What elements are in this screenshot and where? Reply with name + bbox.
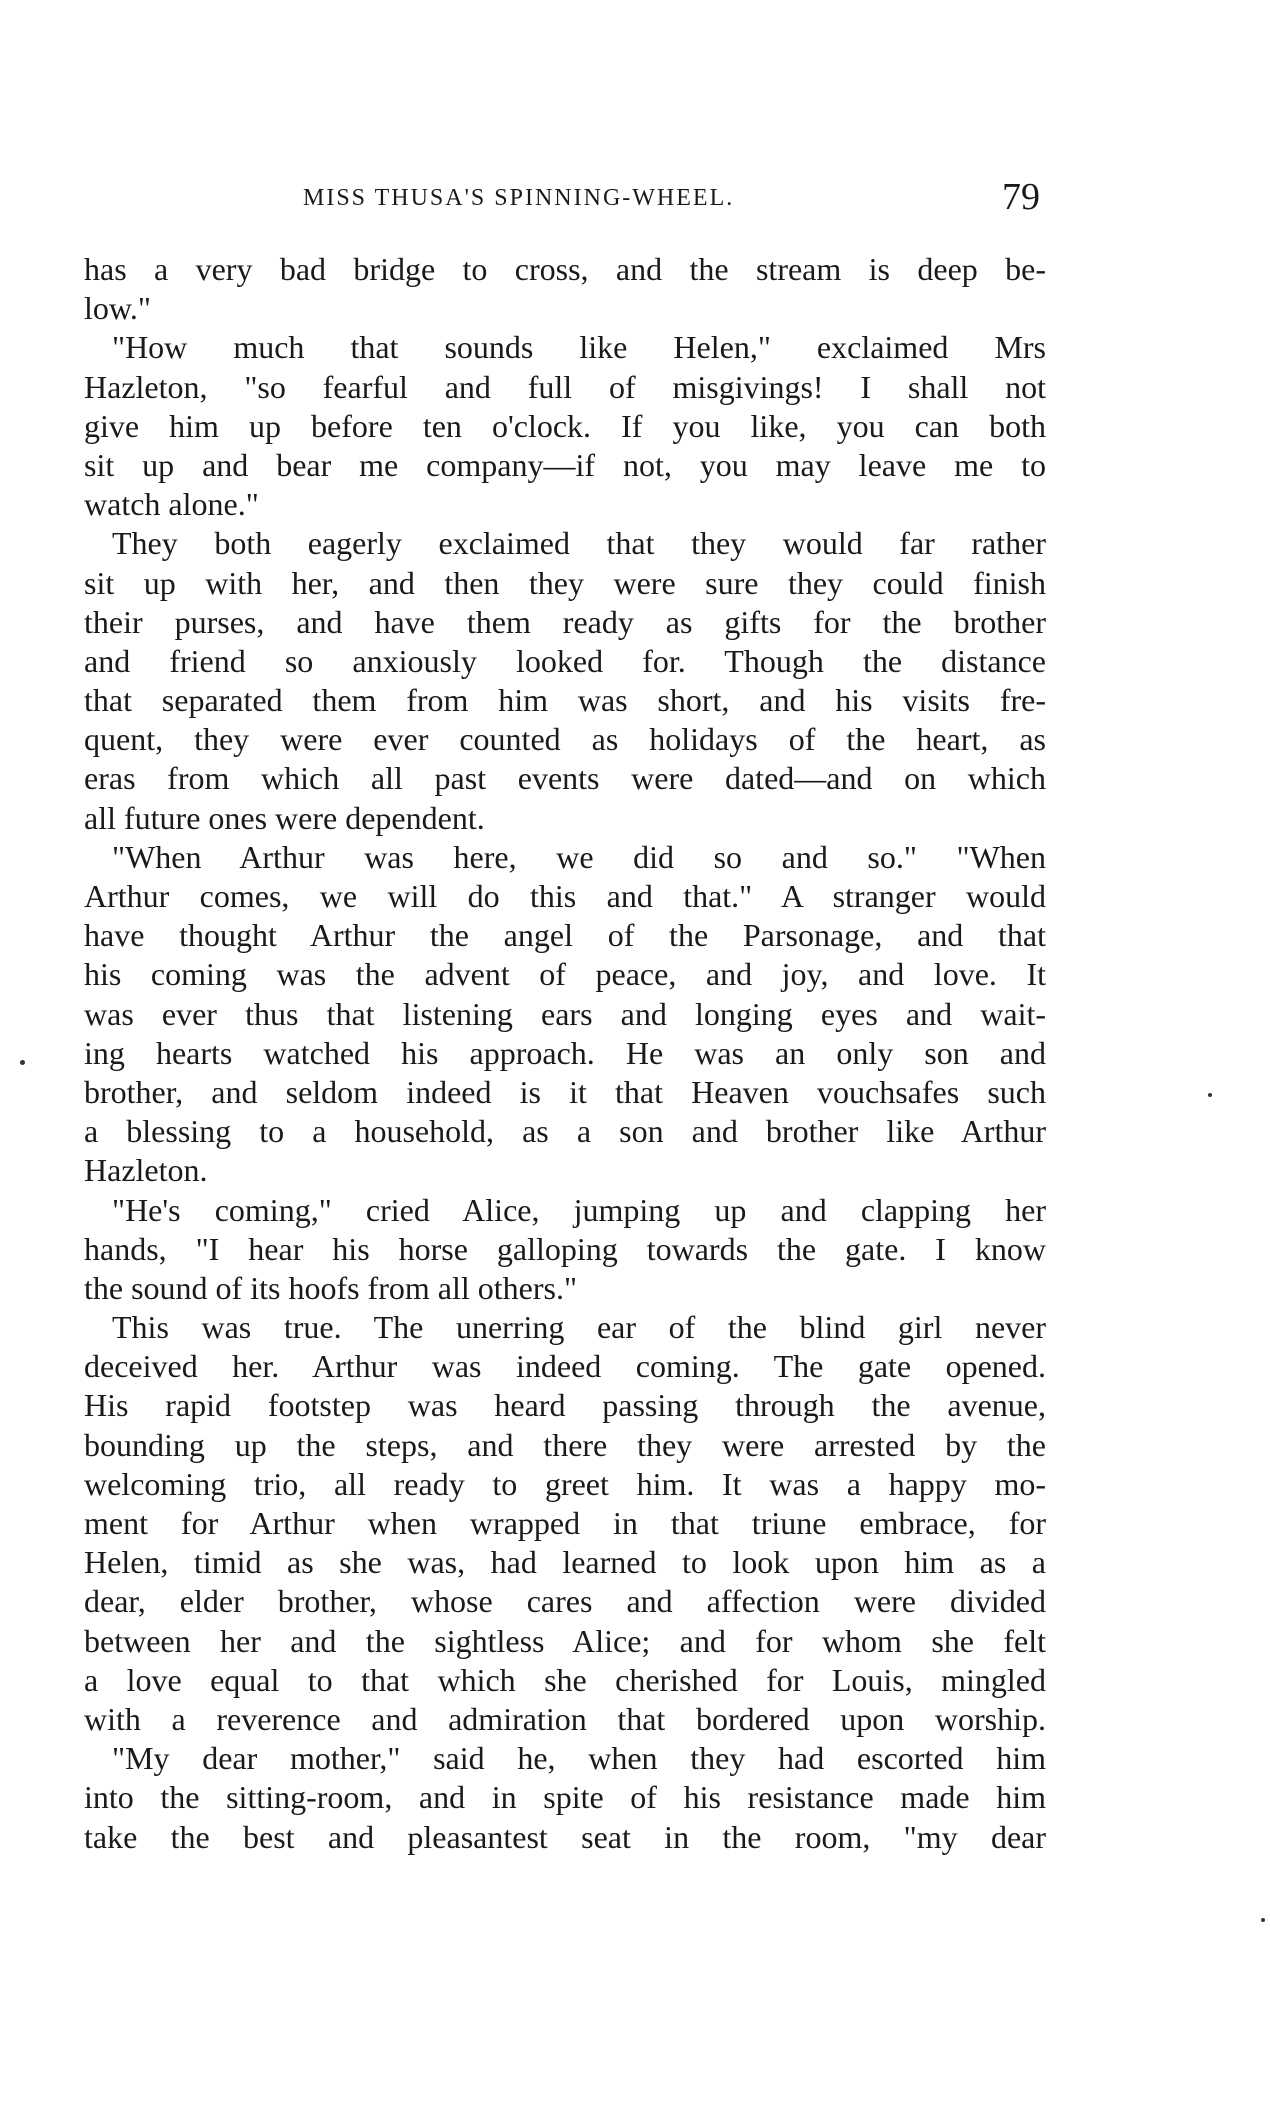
text-line: Arthur comes, we will do this and that." A stranger would (84, 878, 1046, 914)
text-line: bounding up the steps, and there they were arrested by the (84, 1426, 1046, 1463)
text-line: and friend so anxiously looked for. Though the distance (84, 642, 1046, 679)
text-line: "When Arthur was here, we did so and so." "When (112, 838, 1046, 875)
print-speck (1261, 1918, 1265, 1922)
text-line: watch alone." (84, 486, 259, 523)
body-text (84, 250, 1046, 1857)
text-line: into the sitting-room, and in spite of his resistance made him (84, 1779, 1046, 1816)
text-line: They both eagerly exclaimed that they would far rather (112, 525, 1046, 562)
text-line: with a reverence and admiration that bordered upon worship. (84, 1700, 1046, 1737)
running-head (80, 175, 1050, 225)
text-line: that separated them from him was short, and his visits fre- (84, 682, 1046, 719)
text-line: was ever thus that listening ears and longing eyes and wait- (84, 995, 1046, 1032)
text-line: Hazleton, "so fearful and full of misgivings! I shall not (84, 368, 1046, 405)
running-title: MISS THUSA'S SPINNING-WHEEL. (303, 185, 735, 211)
text-line: welcoming trio, all ready to greet him. It was a happy mo- (84, 1465, 1046, 1502)
text-line: a blessing to a household, as a son and brother like Arthur (84, 1113, 1046, 1150)
text-line: hands, "I hear his horse galloping towards the gate. I know (84, 1230, 1046, 1267)
text-line: his coming was the advent of peace, and joy, and love. It (84, 956, 1046, 993)
text-line: This was true. The unerring ear of the blind girl never (112, 1309, 1046, 1346)
text-line: ing hearts watched his approach. He was an only son and (84, 1034, 1046, 1071)
print-speck (1208, 1093, 1212, 1097)
page-number: 79 (1002, 176, 1040, 218)
text-line: ment for Arthur when wrapped in that triune embrace, for (84, 1505, 1046, 1541)
text-line: eras from which all past events were dated—and on which (84, 760, 1046, 797)
text-line: quent, they were ever counted as holidays of the heart, as (84, 721, 1046, 758)
text-line: deceived her. Arthur was indeed coming. The gate opened. (84, 1348, 1046, 1385)
text-line: His rapid footstep was heard passing through the avenue, (84, 1387, 1046, 1424)
text-line: a love equal to that which she cherished for Louis, mingled (84, 1661, 1046, 1698)
text-line: dear, elder brother, whose cares and affection were divided (84, 1583, 1046, 1620)
text-line: the sound of its hoofs from all others." (84, 1269, 577, 1306)
text-line: give him up before ten o'clock. If you like, you can both (84, 407, 1046, 444)
text-line: brother, and seldom indeed is it that Heaven vouchsafes such (84, 1073, 1046, 1110)
text-line: have thought Arthur the angel of the Parsonage, and that (84, 917, 1046, 954)
text-line: all future ones were dependent. (84, 799, 485, 836)
text-line: "He's coming," cried Alice, jumping up and clapping her (112, 1191, 1046, 1228)
print-speck (20, 1060, 25, 1065)
text-line: "How much that sounds like Helen," exclaimed Mrs (112, 329, 1046, 366)
text-line: sit up with her, and then they were sure they could finish (84, 564, 1046, 601)
text-line: between her and the sightless Alice; and for whom she felt (84, 1622, 1046, 1659)
text-line: sit up and bear me company—if not, you may leave me to (84, 446, 1046, 483)
text-line: take the best and pleasantest seat in the room, "my dear (84, 1818, 1046, 1855)
text-line: their purses, and have them ready as gifts for the brother (84, 603, 1046, 640)
text-line: Hazleton. (84, 1152, 208, 1189)
text-line: "My dear mother," said he, when they had escorted him (112, 1740, 1046, 1777)
text-line: Helen, timid as she was, had learned to look upon him as a (84, 1544, 1046, 1581)
text-line: has a very bad bridge to cross, and the stream is deep be- (84, 251, 1046, 287)
text-line: low." (84, 290, 151, 327)
